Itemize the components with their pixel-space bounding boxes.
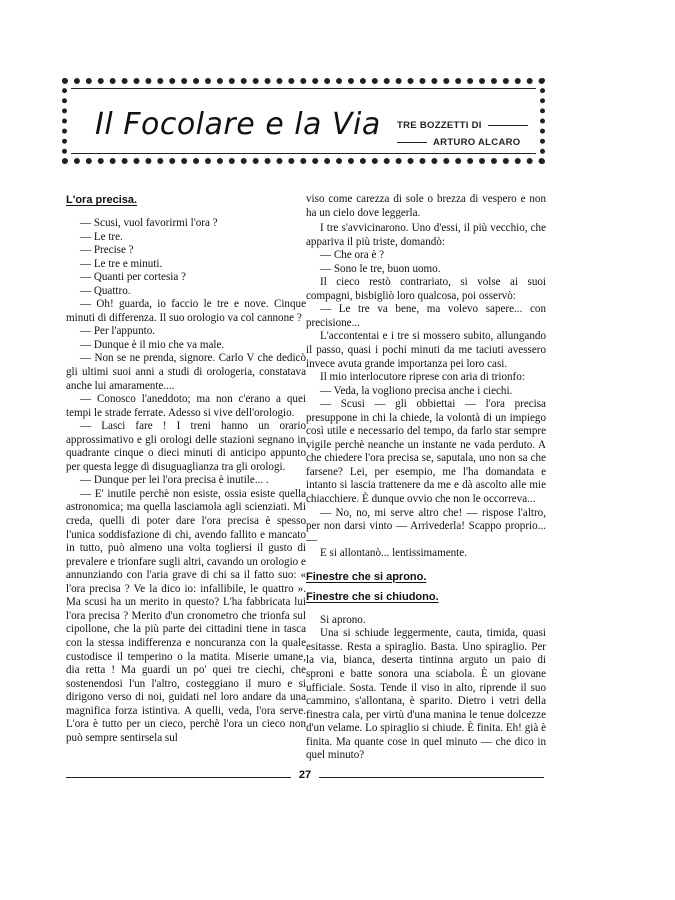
paragraph: Il mio interlocutore riprese con aria di trionfo: (320, 371, 525, 384)
paragraph: — Le tre va bene, ma volevo sapere... con precisione... (306, 303, 546, 329)
spacer (306, 604, 546, 614)
paragraph: — Dunque è il mio che va male. (80, 338, 225, 351)
right-column (306, 193, 546, 763)
paragraph: — Oh! guarda, io faccio le tre e nove. Cinque minuti di differenza. Il suo orologio va col cannone ? (66, 298, 306, 324)
paragraph: — Scusi, vuol favorirmi l'ora ? (80, 217, 218, 229)
paragraph: I tre s'avvicinarono. Uno d'essi, il più vecchio, che appariva il più triste, domandò: (306, 222, 546, 248)
paragraph: — Veda, la vogliono precisa anche i ciechi. (320, 384, 513, 397)
section-title-finestre-aprono: Finestre che si aprono. (306, 570, 427, 583)
subtitle-rule (488, 125, 528, 126)
paragraph: — Dunque per lei l'ora precisa è inutile... . (80, 474, 269, 487)
subtitle-rule (397, 142, 427, 143)
page-number: 27 (298, 769, 312, 781)
paragraph: — Le tre. (80, 230, 123, 243)
paragraph: E si allontanò... lentissimamente. (320, 547, 467, 560)
paragraph: — Che ora è ? (320, 249, 385, 262)
subtitle-text-1: TRE BOZZETTI DI (397, 120, 482, 131)
paragraph: Si aprono. (320, 613, 366, 626)
author-credit (397, 117, 537, 151)
subtitle-text-2: ARTURO ALCARO (433, 137, 521, 148)
footer-rule-right (319, 777, 544, 778)
paragraph: — Non se ne prenda, signore. Carlo V che dedicò gli ultimi suoi anni a studi di orologeria, constatava anche lui amaramente.... (66, 352, 306, 392)
paragraph: — Conosco l'aneddoto; ma non c'erano a quei tempi le strade ferrate. Adesso si vive dell'orologio. (66, 393, 306, 419)
left-column (66, 193, 306, 745)
paragraph: — No, no, mi serve altro che! — rispose l'altro, per non darsi vinto — Arrivederla! Scappo proprio... — (306, 506, 546, 546)
header-banner (62, 78, 545, 164)
section-title-ora-precisa: L'ora precisa. (66, 194, 138, 206)
paragraph: Il cieco restò contrariato, si volse ai suoi compagni, bisbigliò loro qualcosa, poi osservò: (306, 276, 546, 302)
paragraph: L'accontentai e i tre si mossero subito, allungando il passo, quasi i pochi minuti da me taciuti avessero invece avuta grande importanza pei loro casi. (306, 330, 546, 370)
subtitle-line-2 (397, 134, 537, 151)
section-title-finestre-chiudono: Finestre che si chiudono. (306, 590, 439, 603)
paragraph: — Lasci fare ! I treni hanno un orario approssimativo e gli orologi delle stazioni segnano in quadrante cinque o dieci minuti di anticipo appunto per questa legge di disuguaglianza tra gli orologi. (66, 420, 306, 473)
header-inner-frame (71, 88, 536, 154)
paragraph: Una si schiude leggermente, cauta, timida, quasi esitasse. Resta a spiraglio. Basta. Uno spiraglio. Per la via, bianca, deserta tintinna arguto un paio di sproni e batte sonora una sciabola. È un giovane ufficiale. Sosta. Tende il viso in alto, riprende il suo cammino, s'allontana, è sparito. Dietro i vetri della finestra cala, per virtù d'una manina le tenue dolcezze d'un velame. Lo spiraglio si chiude. È finita. Eh! già è finita. Ma quante cose in quel minuto — che dico in quel minuto? (306, 627, 546, 762)
footer-rule-left (66, 777, 291, 778)
subtitle-line-1 (397, 117, 537, 134)
page-footer (66, 770, 544, 790)
paragraph: — Precise ? (80, 244, 134, 257)
paragraph: — E' inutile perchè non esiste, ossia esiste quella astronomica; ma quella lasciamola agli scienziati. Mi creda, quelli di poter dare l'ora precisa è spesso l'unica soddisfazione di chi, avendo fallito e mancato in tutto, può almeno una volta togliersi il gusto di prevalere e trionfare sugli altri, cavando un orologio e annunziando con l'aria grave di chi sa il fatto suo: « l'ora precisa ? Ve la dico io: infallibile, le quattro ». Ma scusi ha un merito in questo? L'ha fabbricata lui l'ora precisa ? Merito d'un cronometro che trionfa sul cipollone, che la più parte dei cittadini tiene in tasca con la stessa indifferenza e noncuranza con la quale custodisce il temperino o la matita. Miserie umane, dia retta ! Ma guardi un po' quei tre ciechi, che sostenendosi l'un l'altro, costeggiano il muro e si dirigono verso di noi, guidati nel loro andare da una magnifica forza istintiva. A quelli, veda, l'ora serve. L'ora è tutto per un cieco, perchè l'ora un cieco non può sempre sentirsela sul (66, 487, 306, 744)
page-title: Il Focolare e la Via (95, 107, 381, 142)
paragraph: — Scusi — gli obbiettai — l'ora precisa presuppone in chi la chiede, la volontà di un impiego così utile e necessario del tempo, da farlo star sempre vigile perchè neanche un instante ne vada perduto. A che chiedere l'ora precisa se, saputala, uno non sa che farsene? Lei, per esempio, me l'ha domandata e intanto si lascia trattenere da me e dà ascolto alle mie chiacchiere. È dunque ovvio che non le occorreva... (306, 398, 546, 506)
spacer (306, 561, 546, 570)
paragraph: — Per l'appunto. (80, 325, 156, 338)
paragraph: viso come carezza di sole o brezza di vespero e non ha un cielo dove leggerla. (306, 193, 546, 219)
paragraph: — Quattro. (80, 284, 131, 297)
paragraph: — Le tre e minuti. (80, 257, 163, 270)
paragraph: — Sono le tre, buon uomo. (320, 262, 441, 275)
paragraph: — Quanti per cortesia ? (80, 271, 186, 284)
